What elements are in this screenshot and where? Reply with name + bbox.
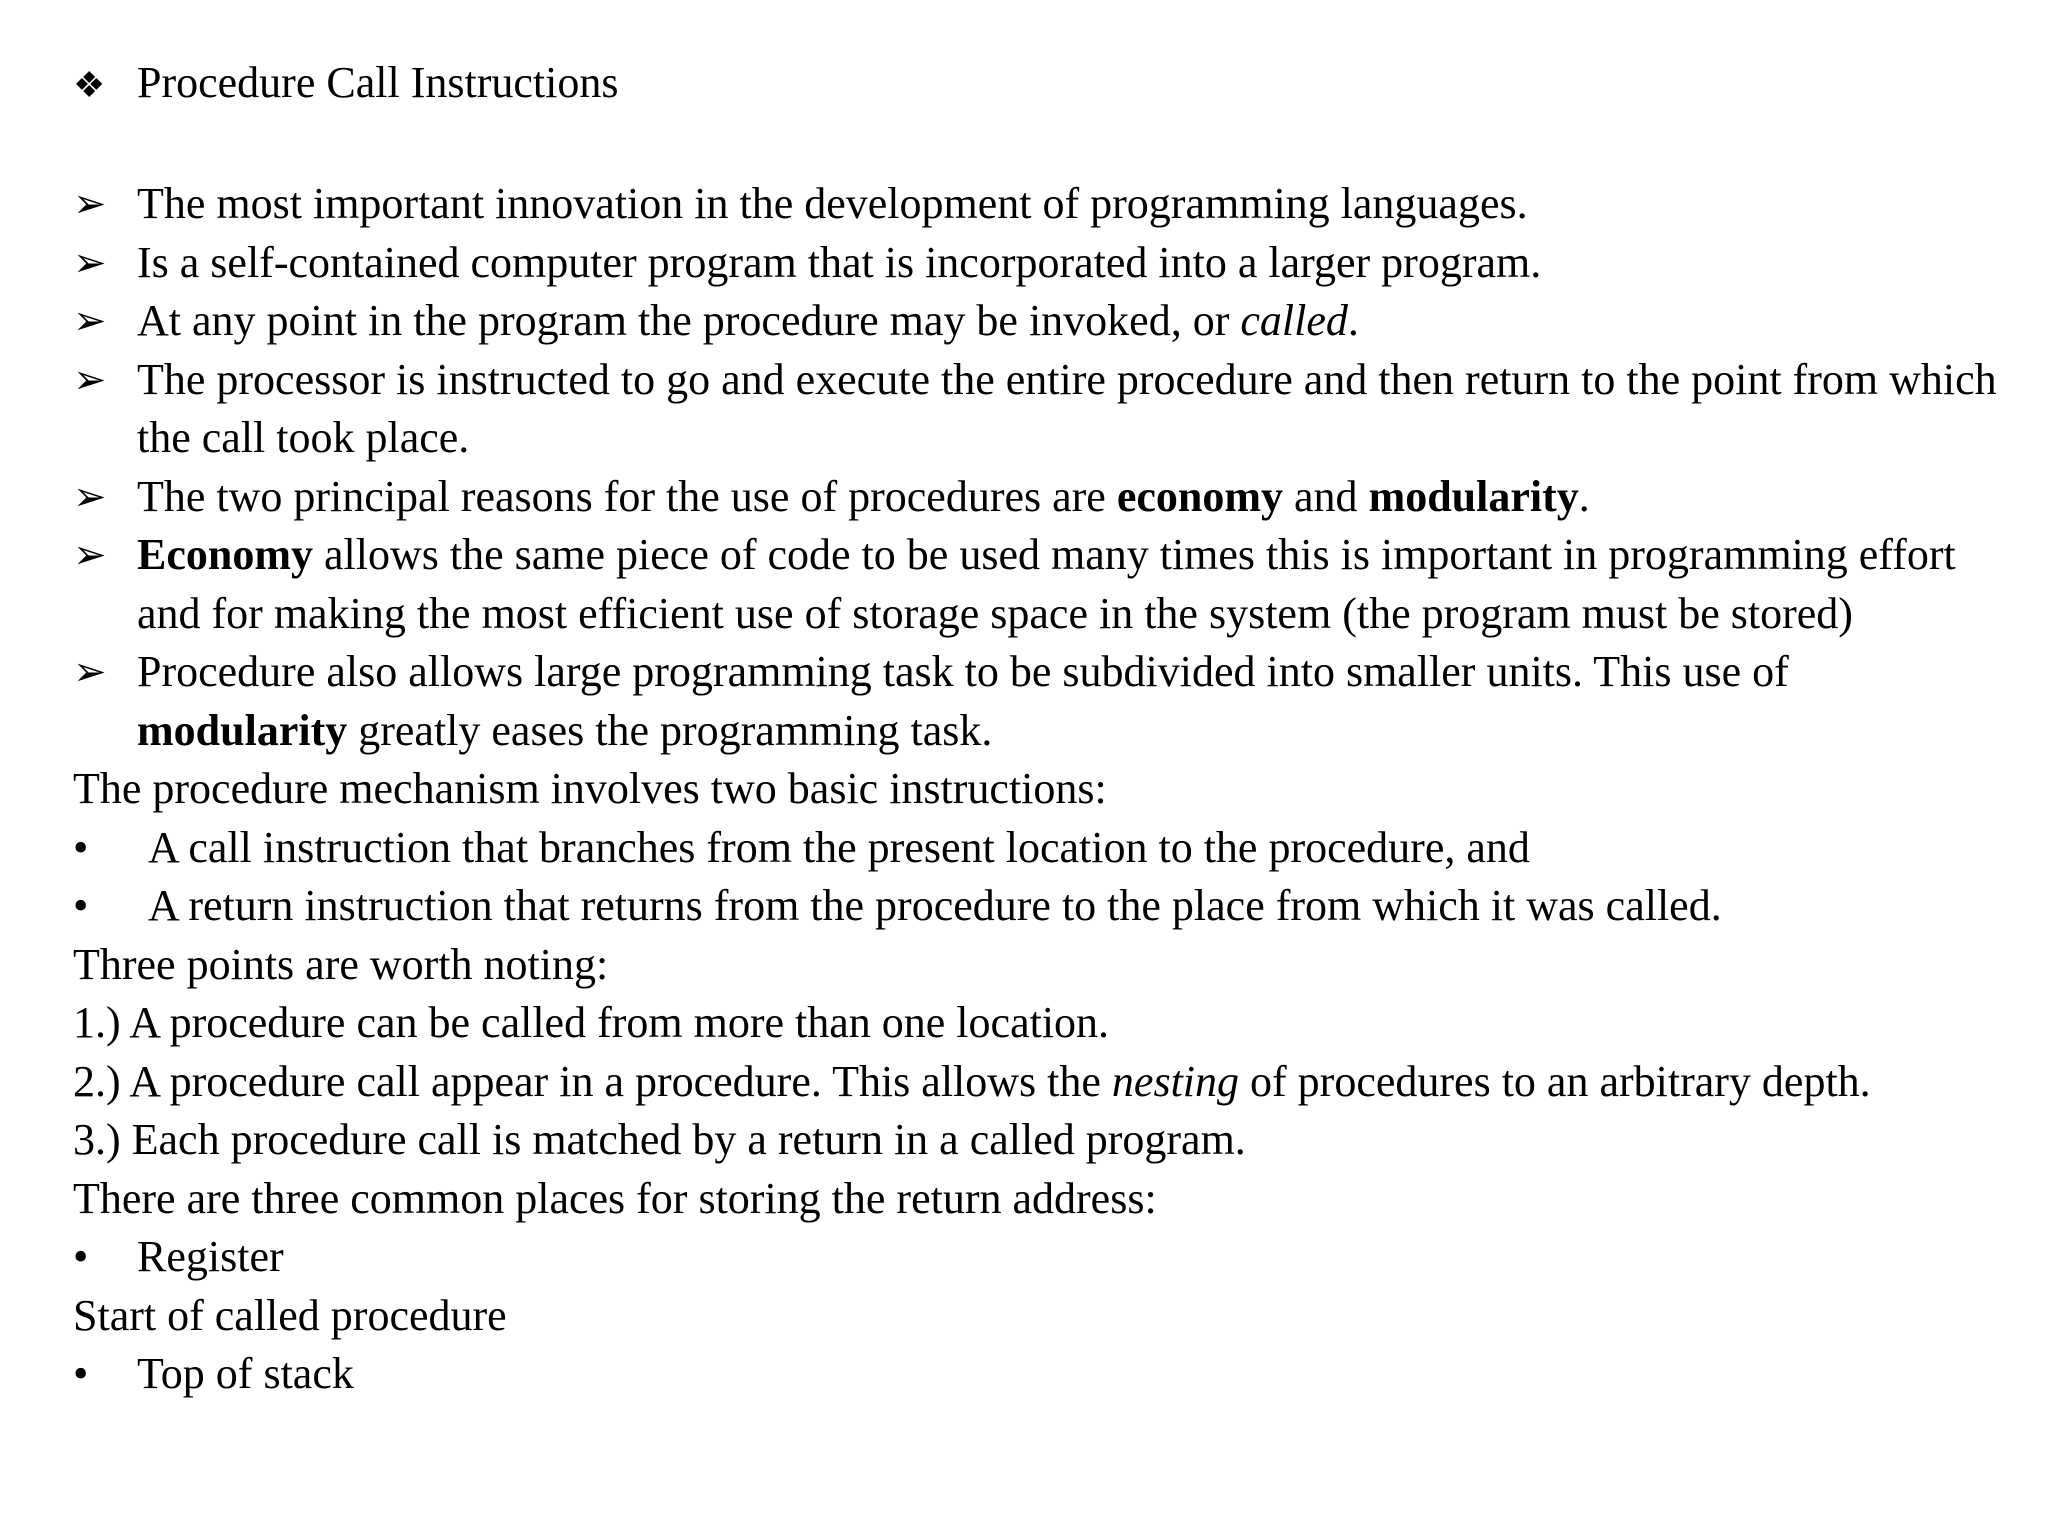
- item-text-end: .: [1578, 471, 1590, 521]
- storage-intro: There are three common places for storing the return address:: [73, 1173, 1157, 1223]
- arrow-bullet-icon: ➢: [73, 239, 107, 285]
- point-2: [73, 1053, 2003, 1112]
- arrow-list-item: [73, 292, 2003, 351]
- document-body: [73, 175, 2003, 1404]
- dot-bullet-icon: •: [73, 1349, 89, 1398]
- item-text: Register: [137, 1232, 284, 1281]
- point-3: 3.) Each procedure call is matched by a return in a called program.: [73, 1115, 1246, 1164]
- arrow-bullet-icon: ➢: [73, 532, 107, 577]
- emphasis-nesting: nesting: [1111, 1056, 1240, 1106]
- item-text: At any point in the program the procedure may be invoked, or: [137, 296, 1241, 345]
- dot-list-item: [73, 819, 2003, 878]
- bold-modularity: modularity: [137, 705, 348, 755]
- item-text: Procedure also allows large programming task to be subdivided into smaller units. This use of: [137, 647, 1789, 696]
- arrow-bullet-icon: ➢: [73, 649, 107, 694]
- item-text: A return instruction that returns from the procedure to the place from which it was called.: [148, 881, 1722, 930]
- item-text: A call instruction that branches from the present location to the procedure, and: [148, 822, 1530, 872]
- arrow-bullet-icon: ➢: [73, 181, 107, 226]
- emphasis-called: called: [1240, 296, 1348, 345]
- bold-economy: Economy: [137, 530, 313, 579]
- arrow-bullet-icon: ➢: [73, 473, 107, 519]
- item-text: Top of stack: [137, 1349, 354, 1398]
- bold-modularity: modularity: [1368, 471, 1579, 521]
- point-2-text: 2.) A procedure call appear in a procedure. This allows the: [73, 1056, 1112, 1106]
- point-2-text-end: of procedures to an arbitrary depth.: [1239, 1056, 1871, 1106]
- points-intro: Three points are worth noting:: [73, 939, 609, 989]
- arrow-list-item: [73, 468, 2003, 527]
- diamond-bullet-icon: ❖: [73, 65, 106, 105]
- dot-list-item: [73, 1228, 2003, 1287]
- storage-start: Start of called procedure: [73, 1290, 507, 1340]
- item-text-end: greatly eases the programming task.: [347, 705, 993, 755]
- arrow-list-item: [73, 234, 2003, 293]
- item-text: The most important innovation in the development of programming languages.: [137, 179, 1528, 228]
- item-text: allows the same piece of code to be used many times this is important in programming effort and for making the most efficient use of storage space in the system (the program must be stored): [137, 530, 1956, 638]
- dot-bullet-icon: •: [73, 1232, 89, 1281]
- arrow-list-item: [73, 351, 2003, 468]
- dot-bullet-icon: •: [73, 822, 89, 872]
- dot-list-item: [73, 1345, 2003, 1404]
- arrow-bullet-icon: ➢: [73, 356, 107, 402]
- dot-list-item: [73, 877, 2003, 936]
- section-title: Procedure Call Instructions: [137, 58, 619, 107]
- section-heading: [73, 54, 618, 115]
- bold-economy: economy: [1116, 471, 1284, 521]
- arrow-list-item: [73, 175, 2003, 234]
- item-text-mid: and: [1283, 471, 1369, 521]
- arrow-list-item: [73, 643, 2003, 760]
- mechanism-intro: The procedure mechanism involves two basic instructions:: [73, 764, 1107, 813]
- item-text: The two principal reasons for the use of procedures are: [137, 471, 1117, 521]
- arrow-list-item: [73, 526, 2003, 643]
- item-text: The processor is instructed to go and execute the entire procedure and then return to the point from which the call took place.: [137, 354, 1997, 462]
- item-text: Is a self-contained computer program that is incorporated into a larger program.: [137, 237, 1542, 287]
- arrow-bullet-icon: ➢: [73, 298, 107, 343]
- dot-bullet-icon: •: [73, 881, 89, 930]
- item-text-end: .: [1347, 296, 1359, 345]
- point-1: 1.) A procedure can be called from more than one location.: [73, 998, 1110, 1047]
